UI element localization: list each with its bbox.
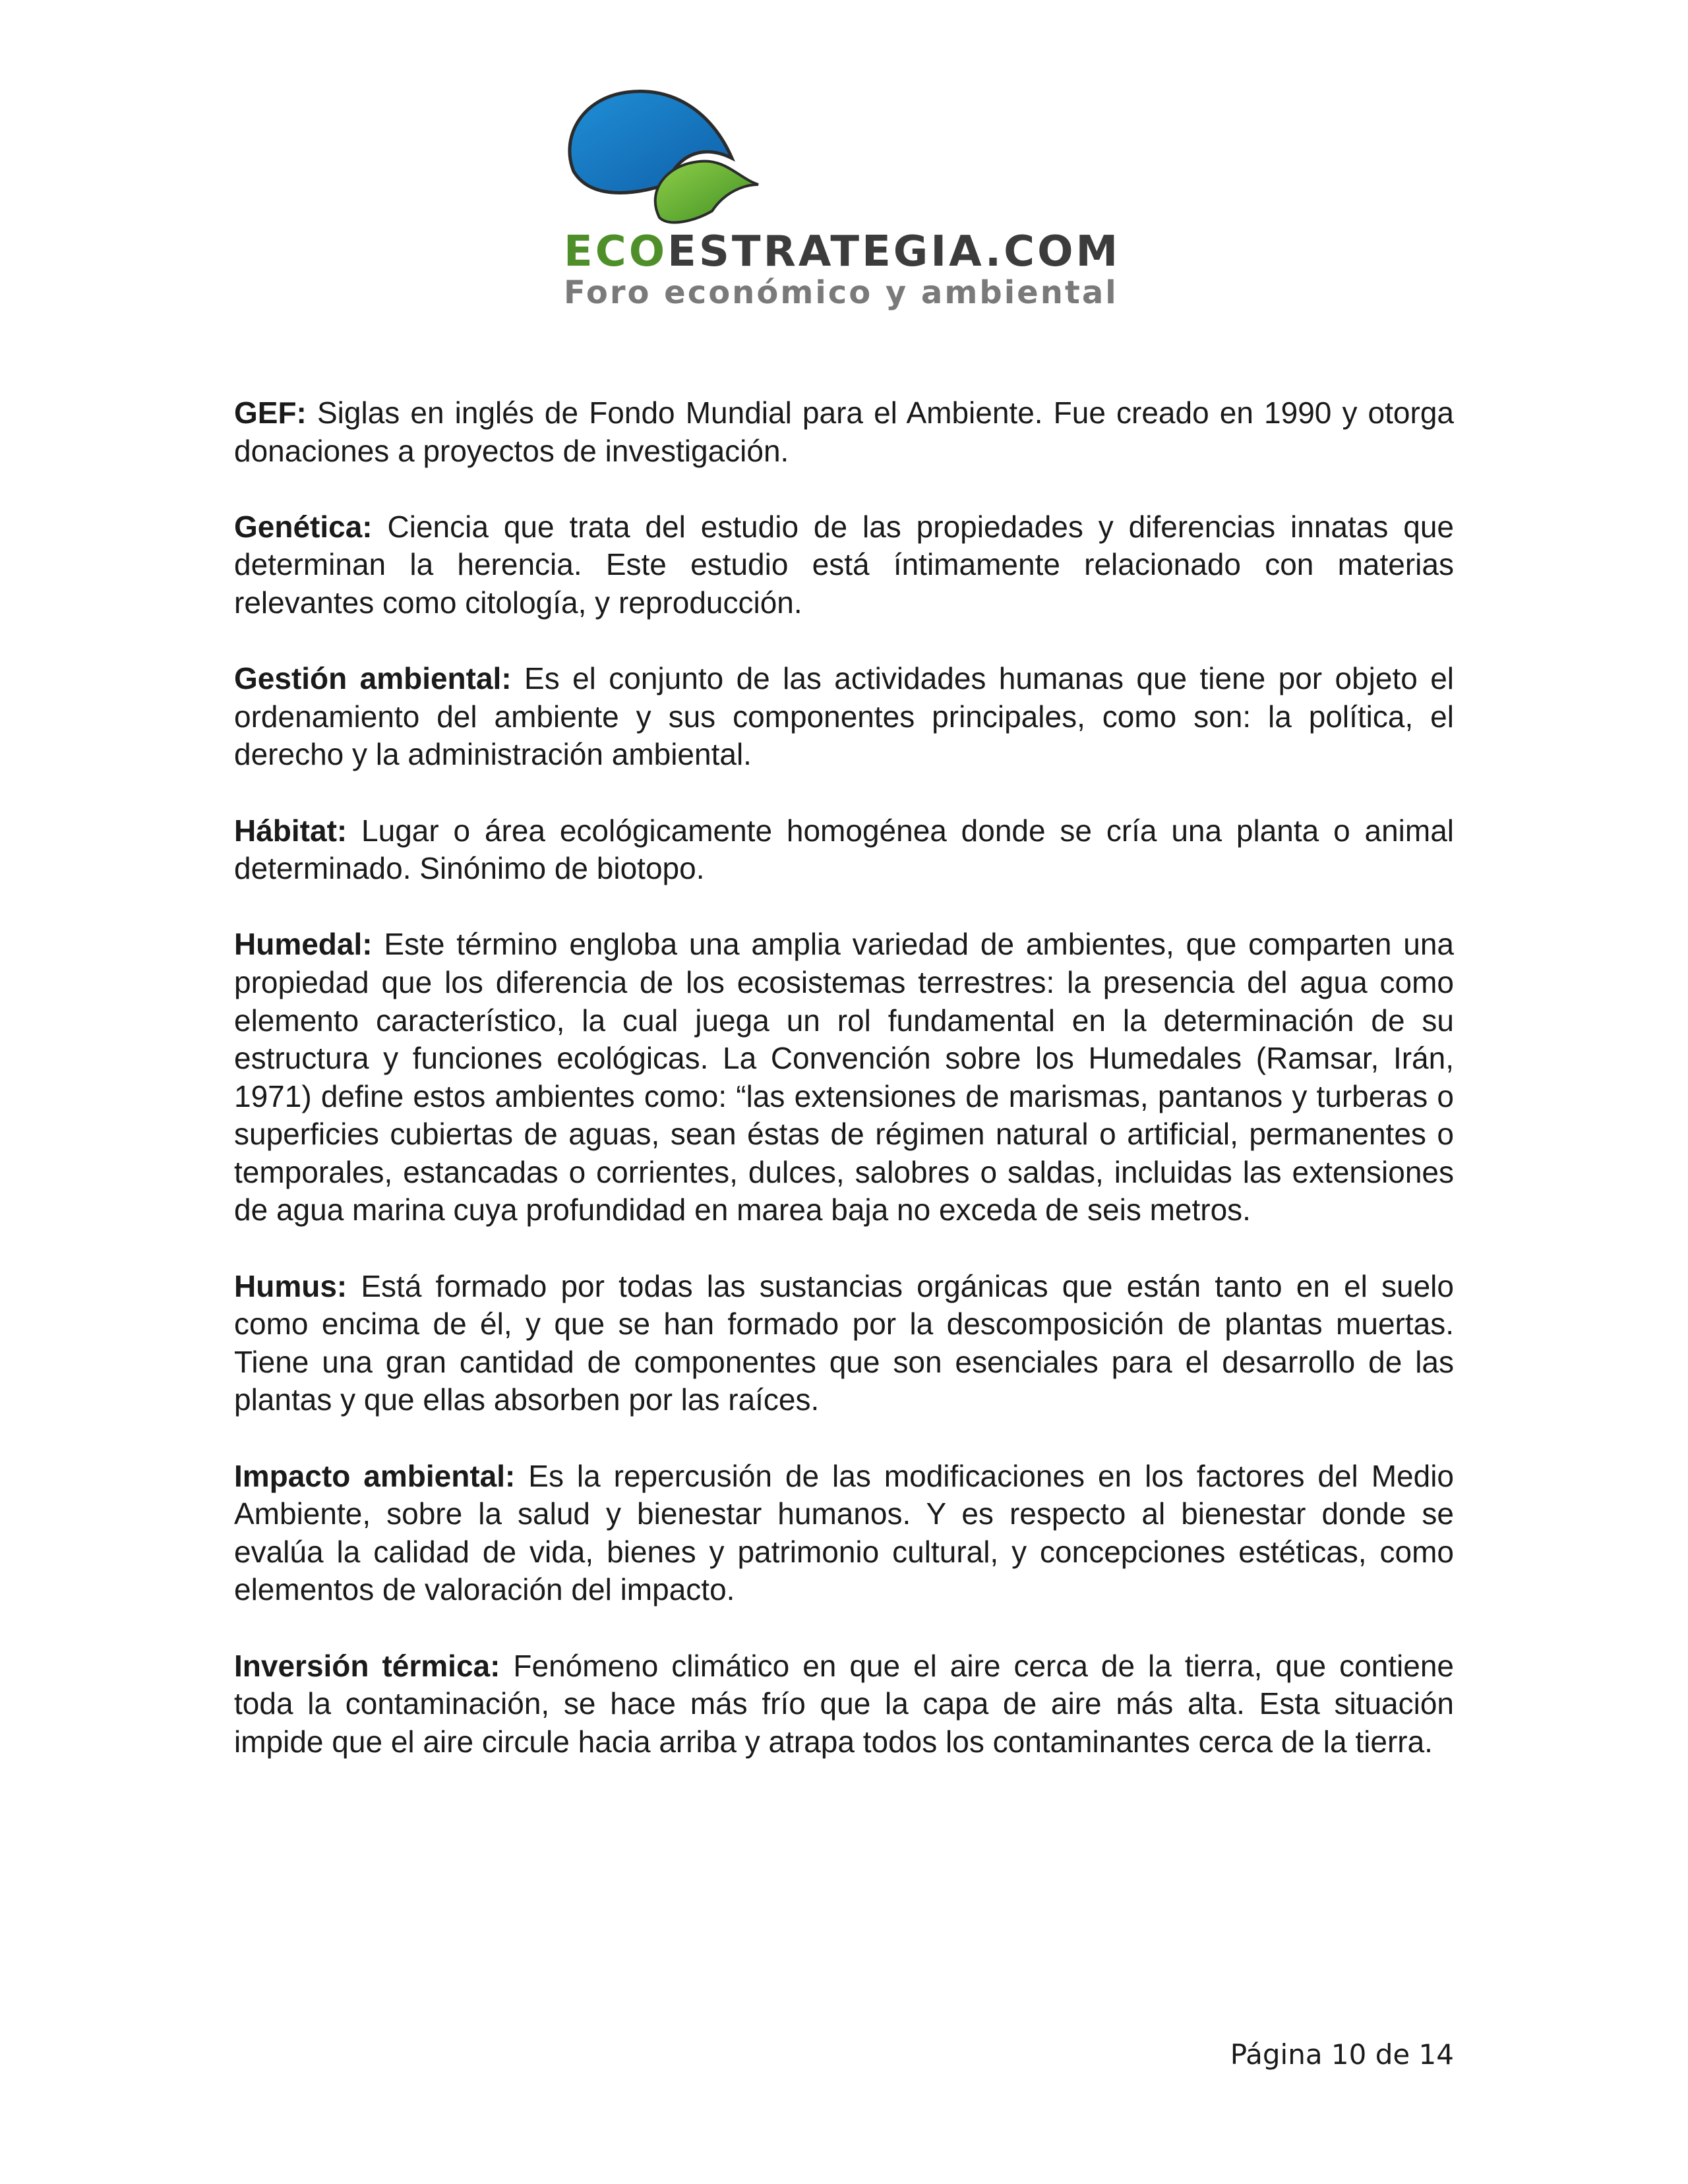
page-number: Página 10 de 14	[1230, 2038, 1454, 2071]
logo-brand-name: ECOESTRATEGIA.COM	[564, 227, 1121, 276]
glossary-entry	[234, 1458, 1454, 1609]
logo-drop-icon	[554, 86, 1068, 231]
glossary-definition: Está formado por todas las sustancias orgánicas que están tanto en el suelo como encima de él, y que se han formado por la descomposición de plantas muertas. Tiene una gran cantidad de componentes que son esenciales para el desarrollo de las plantas y que ellas absorben por las raíces.	[234, 1268, 1454, 1417]
glossary-entry	[234, 660, 1454, 774]
glossary-definition: Es el conjunto de las actividades humanas que tiene por objeto el ordenamiento del ambiente y sus componentes principales, como son: la política, el derecho y la administración ambiental.	[234, 661, 1454, 772]
glossary-entry	[234, 394, 1454, 470]
glossary-entry	[234, 926, 1454, 1229]
glossary-definition: Lugar o área ecológicamente homogénea donde se cría una planta o animal determinado. Sinónimo de biotopo.	[234, 813, 1454, 886]
glossary-term: Humedal:	[234, 927, 373, 962]
glossary-term: Gestión ambiental:	[234, 661, 512, 696]
glossary-term: GEF:	[234, 396, 307, 430]
glossary-entry	[234, 1268, 1454, 1419]
glossary-content	[234, 394, 1454, 1799]
glossary-definition: Fenómeno climático en que el aire cerca de la tierra, que contiene toda la contaminación, se hace más frío que la capa de aire más alta. Esta situación impide que el aire circule hacia arriba y atrapa todos los contaminantes cerca de la tierra.	[234, 1648, 1454, 1759]
glossary-term: Impacto ambiental:	[234, 1458, 516, 1493]
glossary-entry	[234, 508, 1454, 622]
glossary-definition: Siglas en inglés de Fondo Mundial para el Ambiente. Fue creado en 1990 y otorga donaciones a proyectos de investigación.	[234, 396, 1454, 468]
glossary-definition: Es la repercusión de las modificaciones en los factores del Medio Ambiente, sobre la salud y bienestar humanos. Y es respecto al bienestar donde se evalúa la calidad de vida, bienes y patrimonio cultural, y concepciones estéticas, como elementos de valoración del impacto.	[234, 1458, 1454, 1607]
glossary-entry	[234, 1647, 1454, 1761]
glossary-term: Genética:	[234, 509, 373, 544]
glossary-definition: Este término engloba una amplia variedad de ambientes, que comparten una propiedad que los diferencia de los ecosistemas terrestres: la presencia del agua como elemento característico, la cual juega un rol fundamental en la determinación de su estructura y funciones ecológicas. La Convención sobre los Humedales (Ramsar, Irán, 1971) define estos ambientes como: “las extensiones de marismas, pantanos y turberas o superficies cubiertas de aguas, sean éstas de régimen natural o artificial, permanentes o temporales, estancadas o corrientes, dulces, salobres o saldas, incluidas las extensiones de agua marina cuya profundidad en marea baja no exceda de seis metros.	[234, 927, 1454, 1227]
glossary-entry	[234, 812, 1454, 888]
ecoestrategia-logo	[554, 86, 1121, 323]
glossary-definition: Ciencia que trata del estudio de las propiedades y diferencias innatas que determinan la herencia. Este estudio está íntimamente relacionado con materias relevantes como citología, y reproducción.	[234, 509, 1454, 620]
glossary-term: Hábitat:	[234, 813, 347, 848]
glossary-term: Inversión térmica:	[234, 1648, 500, 1683]
glossary-term: Humus:	[234, 1268, 347, 1303]
logo-tagline: Foro económico y ambiental	[564, 274, 1118, 311]
